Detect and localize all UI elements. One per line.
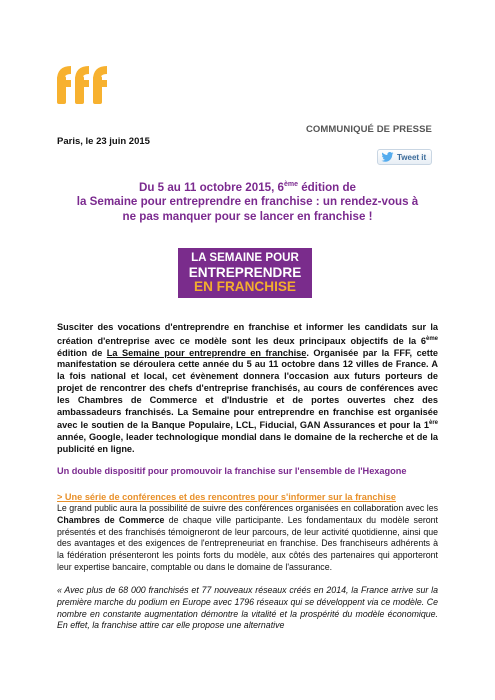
conferences-paragraph: Le grand public aura la possibilité de suivre des conférences organisées en collaboration avec les Chambres de Commerce de chaque ville participante. Les fondamentaux du modèle seront présentés et des franchisés témoigneront de leur parcours, de leur activité quotidienne, ainsi que des avantages et des exigences de l'entrepreneuriat en franchise. Des franchiseurs adhérents à la fédération présenteront les points forts du modèle, aux côtés des partenaires qui apporteront leur expertise bancaire, comptable ou dans le domaine de l'assurance. (57, 503, 438, 572)
quote-paragraph: « Avec plus de 68 000 franchisés et 77 nouveaux réseaux créés en 2014, la France arrive sur la première marche du podium en Europe avec 1796 réseaux qui se développent via ce modèle. Ce nombre en constante augmentation démontre la vitalité et la prospérité du modèle économique. En effet, la franchise attire car elle propose une alternative (57, 585, 438, 631)
twitter-bird-icon (381, 152, 394, 162)
page-title: Du 5 au 11 octobre 2015, 6ème édition de la Semaine pour entreprendre en franchise : un rendez-vous à ne pas manquer pour se lancer en franchise ! (76, 180, 419, 223)
dateline: Paris, le 23 juin 2015 (57, 136, 150, 147)
event-banner (178, 248, 312, 298)
intro-paragraph: Susciter des vocations d'entreprendre en franchise et informer les candidats sur la création d'entreprise avec ce modèle sont les deux principaux objectifs de la 6ème édition de La Semaine pour entreprendre en franchise. Organisée par la FFF, cette manifestation se déroulera cette année du 5 au 11 octobre dans 12 villes de France. A la fois national et local, cet évènement donnera l'occasion aux futurs porteurs de projet de rencontrer des chefs d'entreprise franchisés, au cours de conférences avec les Chambres de Commerce et d'Industrie et de portes ouvertes chez des ambassadeurs franchisés. La Semaine pour entreprendre en franchise est organisée avec le soutien de la Banque Populaire, LCL, Fiducial, GAN Assurances et pour la 1ère année, Google, leader technologique mondial dans le domaine de la recherche et de la publicité en ligne. (57, 322, 439, 455)
tweet-label: Tweet it (397, 152, 427, 162)
section-heading: Un double dispositif pour promouvoir la franchise sur l'ensemble de l'Hexagone (57, 466, 407, 476)
fff-logo (57, 66, 109, 104)
event-link[interactable]: La Semaine pour entreprendre en franchise (106, 347, 307, 358)
tweet-button[interactable] (377, 149, 432, 165)
banner-line-2: ENTREPRENDRE (188, 264, 302, 280)
banner-line-1: LA SEMAINE POUR (191, 251, 299, 264)
press-release-label: COMMUNIQUÉ DE PRESSE (305, 124, 432, 135)
section-subheading: > Une série de conférences et des rencontres pour s'informer sur la franchise (57, 492, 396, 502)
banner-line-3: EN FRANCHISE (194, 279, 296, 294)
